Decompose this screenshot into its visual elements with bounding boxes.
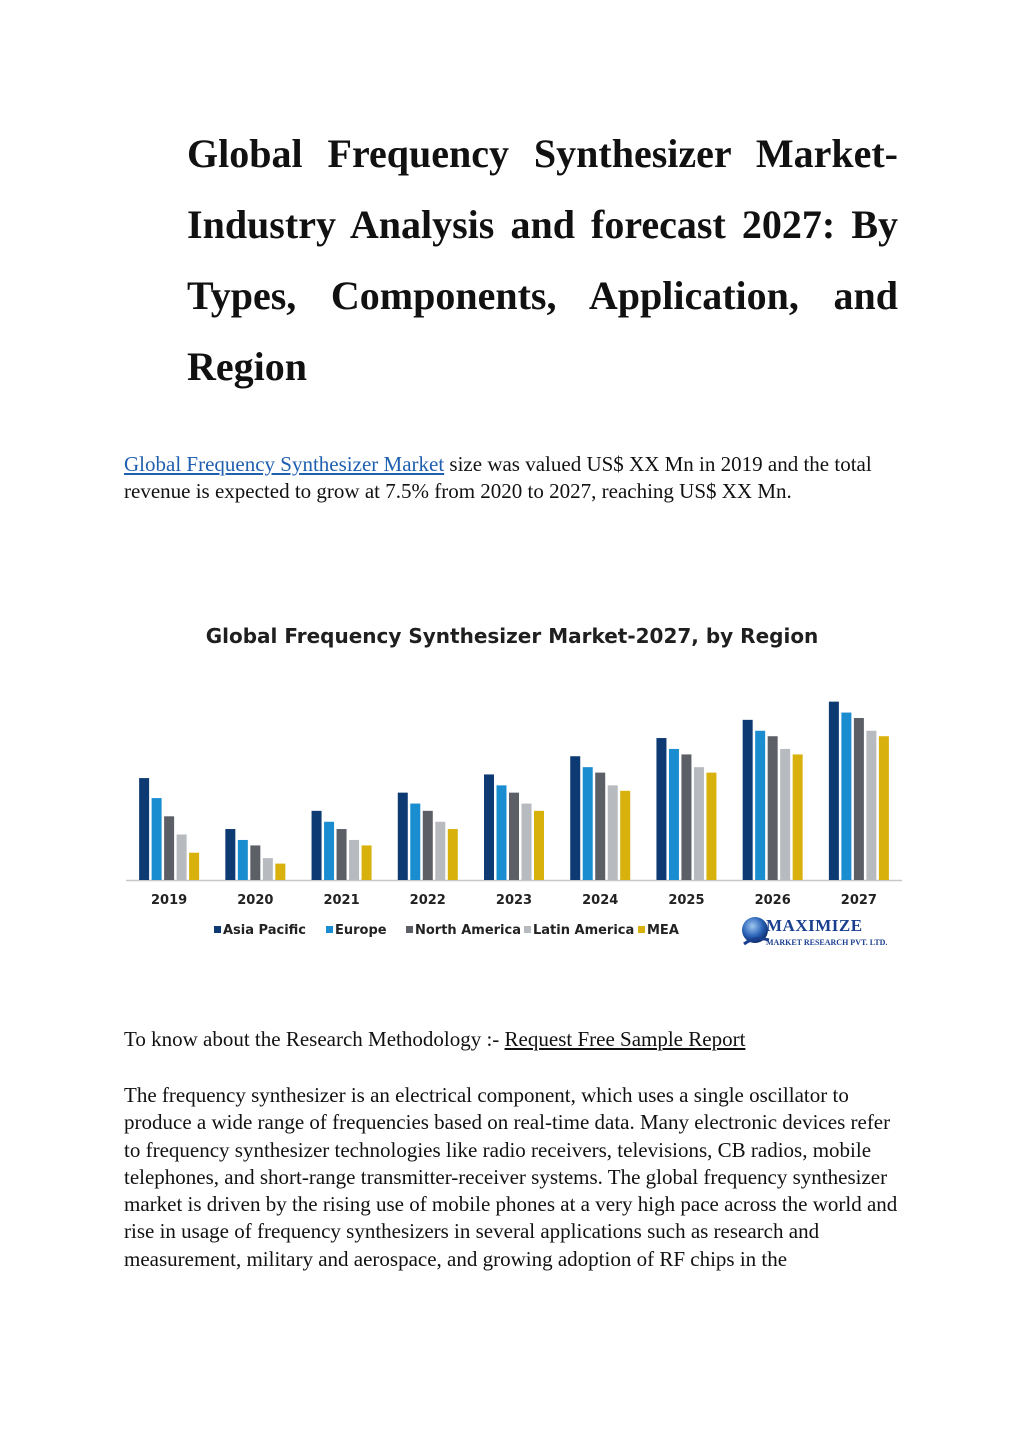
bar-2021-2	[337, 829, 347, 880]
bar-2022-2	[423, 811, 433, 880]
bar-2026-0	[743, 720, 753, 880]
body-paragraph: The frequency synthesizer is an electrical component, which uses a single oscillator to produce a wide range of frequencies based on real-time data. Many electronic devices refer to frequency synthesizer technologies like radio receivers, televisions, CB radios, mobile telephones, and short-range transmitter-receiver systems. The global frequency synthesizer market is driven by the rising use of mobile phones at a very high pace across the world and rise in usage of frequency synthesizers in several applications such as research and measurement, military and aerospace, and growing adoption of RF chips in the	[124, 1083, 898, 1271]
bar-2027-4	[879, 736, 889, 880]
x-tick-label: 2023	[495, 893, 533, 908]
bar-2023-3	[522, 804, 532, 880]
x-tick-label: 2025	[668, 893, 705, 908]
bar-2025-2	[681, 754, 691, 880]
market-link[interactable]: Global Frequency Synthesizer Market	[124, 452, 445, 476]
bar-2020-2	[250, 845, 260, 880]
legend-swatch	[638, 926, 645, 933]
bar-2023-4	[534, 811, 544, 880]
legend-label: Asia Pacific	[223, 923, 307, 938]
bar-2027-1	[841, 713, 851, 880]
bar-2023-0	[484, 774, 494, 880]
bar-2025-3	[694, 767, 704, 880]
bar-2019-0	[139, 778, 149, 880]
legend-label: MEA	[647, 923, 679, 938]
methodology-text: To know about the Research Methodology :-	[124, 1027, 505, 1051]
bar-2021-3	[349, 840, 359, 880]
bar-2022-4	[448, 829, 458, 880]
legend-swatch	[214, 926, 221, 933]
x-tick-label: 2024	[582, 893, 619, 908]
bar-2021-1	[324, 822, 334, 880]
intro-text: size was valued US$ XX Mn in 2019 and the total revenue is expected to grow at 7.5% from 2020 to 2027, reaching US$ XX Mn.	[124, 452, 872, 503]
bar-2020-0	[225, 829, 235, 880]
bar-2019-1	[152, 798, 162, 880]
legend-label: North America	[415, 923, 521, 938]
x-tick-label: 2021	[323, 893, 360, 908]
bar-2027-2	[854, 718, 864, 880]
bar-2026-1	[755, 731, 765, 880]
bar-2025-0	[656, 738, 666, 880]
maximize-logo	[740, 910, 900, 962]
bar-2021-0	[312, 811, 322, 880]
x-tick-label: 2020	[237, 893, 274, 908]
bar-2019-2	[164, 816, 174, 880]
x-tick-label: 2019	[151, 893, 188, 908]
bar-2021-4	[362, 845, 372, 880]
logo-name: MAXIMIZE	[766, 916, 863, 935]
x-tick-label: 2022	[409, 893, 446, 908]
x-tick-label: 2026	[754, 893, 791, 908]
legend-swatch	[524, 926, 531, 933]
bar-2024-4	[620, 791, 630, 880]
bar-2019-3	[177, 835, 187, 881]
bar-2022-1	[410, 804, 420, 880]
bar-2019-4	[189, 853, 199, 880]
bar-2024-2	[595, 773, 605, 880]
bar-2020-3	[263, 858, 273, 880]
bar-2024-1	[583, 767, 593, 880]
bar-2020-1	[238, 840, 248, 880]
sample-report-link[interactable]: Request Free Sample Report	[504, 1027, 746, 1051]
chart-title: Global Frequency Synthesizer Market-2027, by Region	[205, 624, 819, 648]
bar-2025-4	[706, 773, 716, 880]
legend-swatch	[406, 926, 413, 933]
bar-2022-3	[435, 822, 445, 880]
bar-2027-3	[866, 731, 876, 880]
bar-2023-1	[497, 785, 507, 880]
bar-2023-2	[509, 793, 519, 880]
x-tick-label: 2027	[840, 893, 877, 908]
bar-2027-0	[829, 702, 839, 880]
bar-2026-2	[768, 736, 778, 880]
bar-2024-0	[570, 756, 580, 880]
legend-label: Europe	[335, 923, 387, 938]
bar-2026-3	[780, 749, 790, 880]
methodology-line	[124, 1026, 904, 1053]
bar-2026-4	[793, 754, 803, 880]
legend-swatch	[326, 926, 333, 933]
bar-2022-0	[398, 793, 408, 880]
document-title: Global Frequency Synthesizer Market- Industry Analysis and forecast 2027: By Types, Components, Application, and Region	[187, 131, 898, 389]
bar-2025-1	[669, 749, 679, 880]
bar-2020-4	[275, 864, 285, 880]
logo-subtitle: MARKET RESEARCH PVT. LTD.	[766, 938, 888, 947]
intro-paragraph	[124, 451, 904, 505]
legend-label: Latin America	[533, 923, 635, 938]
bar-2024-3	[608, 785, 618, 880]
